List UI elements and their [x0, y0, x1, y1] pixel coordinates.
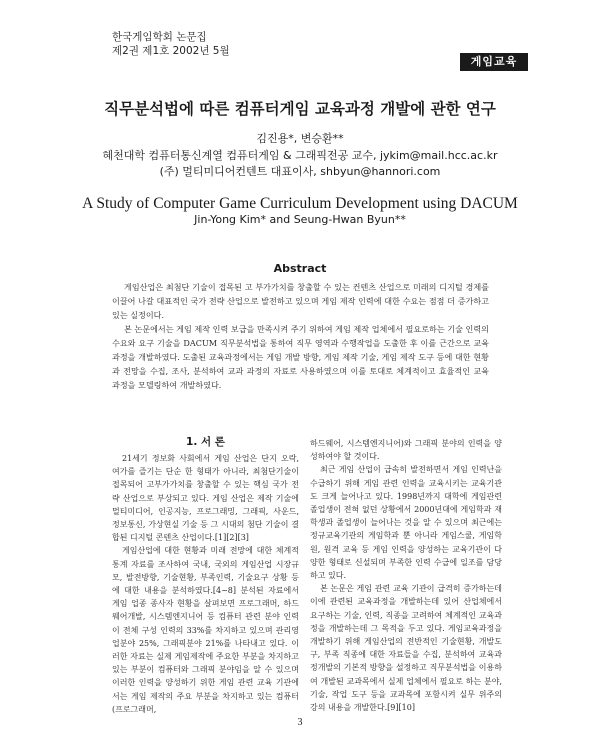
body-paragraph: 21세기 정보화 사회에서 게임 산업은 단지 오락, 여가를 즐기는 단순 한 형태가 아니라, 최첨단기술이 접목되어 고부가가치를 창출할 수 있는 핵심 국가 전략 산업으로 부상되고 있다. 게임 산업은 제작 기술에 멀티미디어, 인공지능, 프로그래밍, 그래픽, 사운드, 정보통신, 가상현실 기술 등 그 시대의 첨단 기술이 결합된 디지털 콘텐츠 산업이다.[1][2][3] [112, 454, 299, 543]
abstract-body [112, 280, 489, 392]
author-names: 김진용*, 변승환** [256, 132, 344, 145]
paper-title-english: A Study of Computer Game Curriculum Development using DACUM [82, 195, 518, 212]
author-names-english: Jin-Yong Kim* and Seung-Hwan Byun** [194, 213, 406, 226]
body-paragraph: 본 논문은 게임 관련 교육 기관이 급격히 증가하는데 이에 관련된 교육과정을 개발하는데 있어 산업체에서 요구하는 기술, 인력, 직종을 고려하여 체계적인 교육과정을 개발하는데 그 목적을 두고 있다. 게임교육과정을 개발하기 위해 게임산업의 전반적인 기술현황, 개발도구, 부족 직종에 대한 자료들을 수집, 분석하여 교육과정개발의 기본적 방향을 설정하고 직무분석법을 이용하여 개발된 교과목에서 실제 업체에서 필요로 하는 분야, 기술, 작업 도구 등을 교과목에 포함시켜 실무 위주의 강의 내용을 개발한다.[9][10] [310, 584, 502, 713]
abstract-paragraph: 게임산업은 최첨단 기술이 접목된 고 부가가치를 창출할 수 있는 컨텐츠 산업으로 미래의 디지털 경제를 이끌어 나갈 대표적인 국가 전략 산업으로 발전하고 있으며 게임 제작 인력에 대한 수요는 점점 더 증가하고 있는 실정이다. [112, 282, 489, 320]
journal-info [112, 30, 230, 58]
author-affiliation-2: (주) 멀티미디어컨텐트 대표이사, shbyun@hannori.com [159, 165, 441, 178]
section-heading: 1. 서 론 [186, 436, 225, 448]
paper-title-korean: 직무분석법에 따른 컴퓨터게임 교육과정 개발에 관한 연구 [104, 100, 496, 118]
abstract-heading: Abstract [273, 262, 327, 275]
body-paragraph: 하드웨어, 시스템엔지니어)와 그래픽 분야의 인력을 양성하여야 할 것이다. [310, 439, 502, 462]
right-column [310, 437, 502, 714]
page-number: 3 [297, 717, 303, 728]
abstract-paragraph: 본 논문에서는 게임 제작 인력 보급을 만족시켜 주기 위하여 게임 제작 업체에서 필요로하는 기술 인력의 수요와 요구 기술을 DACUM 직무분석법을 통하여 직무 영역과 수행작업을 도출한 후 이를 근간으로 교육과정을 개발하였다. 도출된 교육과정에서는 게임 개발 방향, 게임 제작 기술, 게임 제작 도구 등에 대한 현황과 전망을 수집, 조사, 분석하여 교과 과정의 자료로 사용하였으며 이를 토대로 체계적이고 효율적인 교육 과정을 모델링하여 개발하였다. [112, 324, 489, 390]
journal-name: 한국게임학회 논문집 [112, 31, 207, 43]
left-column [112, 452, 299, 716]
category-tag: 게임교육 [460, 53, 528, 71]
author-affiliation-1: 혜천대학 컴퓨터통신계열 컴퓨터게임 & 그래픽전공 교수, jykim@mail.hcc.ac.kr [102, 149, 498, 162]
body-paragraph: 최근 게임 산업이 급속히 발전하면서 게임 인력난을 수급하기 위해 게임 관련 인력을 교육시키는 교육기관도 크게 늘어나고 있다. 1998년까지 대학에 게임관련 졸업생이 전혀 없던 상황에서 2000년대에 게임학과 재학생과 졸업생이 늘어나는 것을 알 수 있으며 최근에는 정규교육기관의 게임학과 뿐 아니라 게임스쿨, 게임학원, 원격 교육 등 게임 인력을 양성하는 교육기관이 다양한 형태로 신설되며 부족한 인력 수급에 일조를 담당하고 있다. [310, 465, 502, 581]
body-paragraph: 게임산업에 대한 현황과 미래 전망에 대한 체계적 통계 자료를 조사하여 국내, 국외의 게임산업 시장규모, 발전방향, 기술현황, 부족인력, 기술요구 상황 등에 대한 내용을 분석하였다.[4~8] 분석된 자료에서 게임 업종 종사자 현황을 살펴보면 프로그래머, 하드웨어개발, 시스템엔지니어 등 컴퓨터 관련 분야 인력이 전체 구성 인력의 33%를 차지하고 있으며 관리영업분야 25%, 그래픽분야 21%를 나타내고 있다. 이러한 자료는 실제 게임제작에 주요한 부분을 차지하고 있는 부분이 컴퓨터와 그래픽 분야임을 알 수 있으며 이러한 인력을 양성하기 위한 게임 관련 교육 기관에서는 게임 제작의 주요 부분을 차지하고 있는 컴퓨터(프로그래머, [112, 546, 299, 714]
journal-issue: 제2권 제1호 2002년 5월 [112, 45, 230, 57]
